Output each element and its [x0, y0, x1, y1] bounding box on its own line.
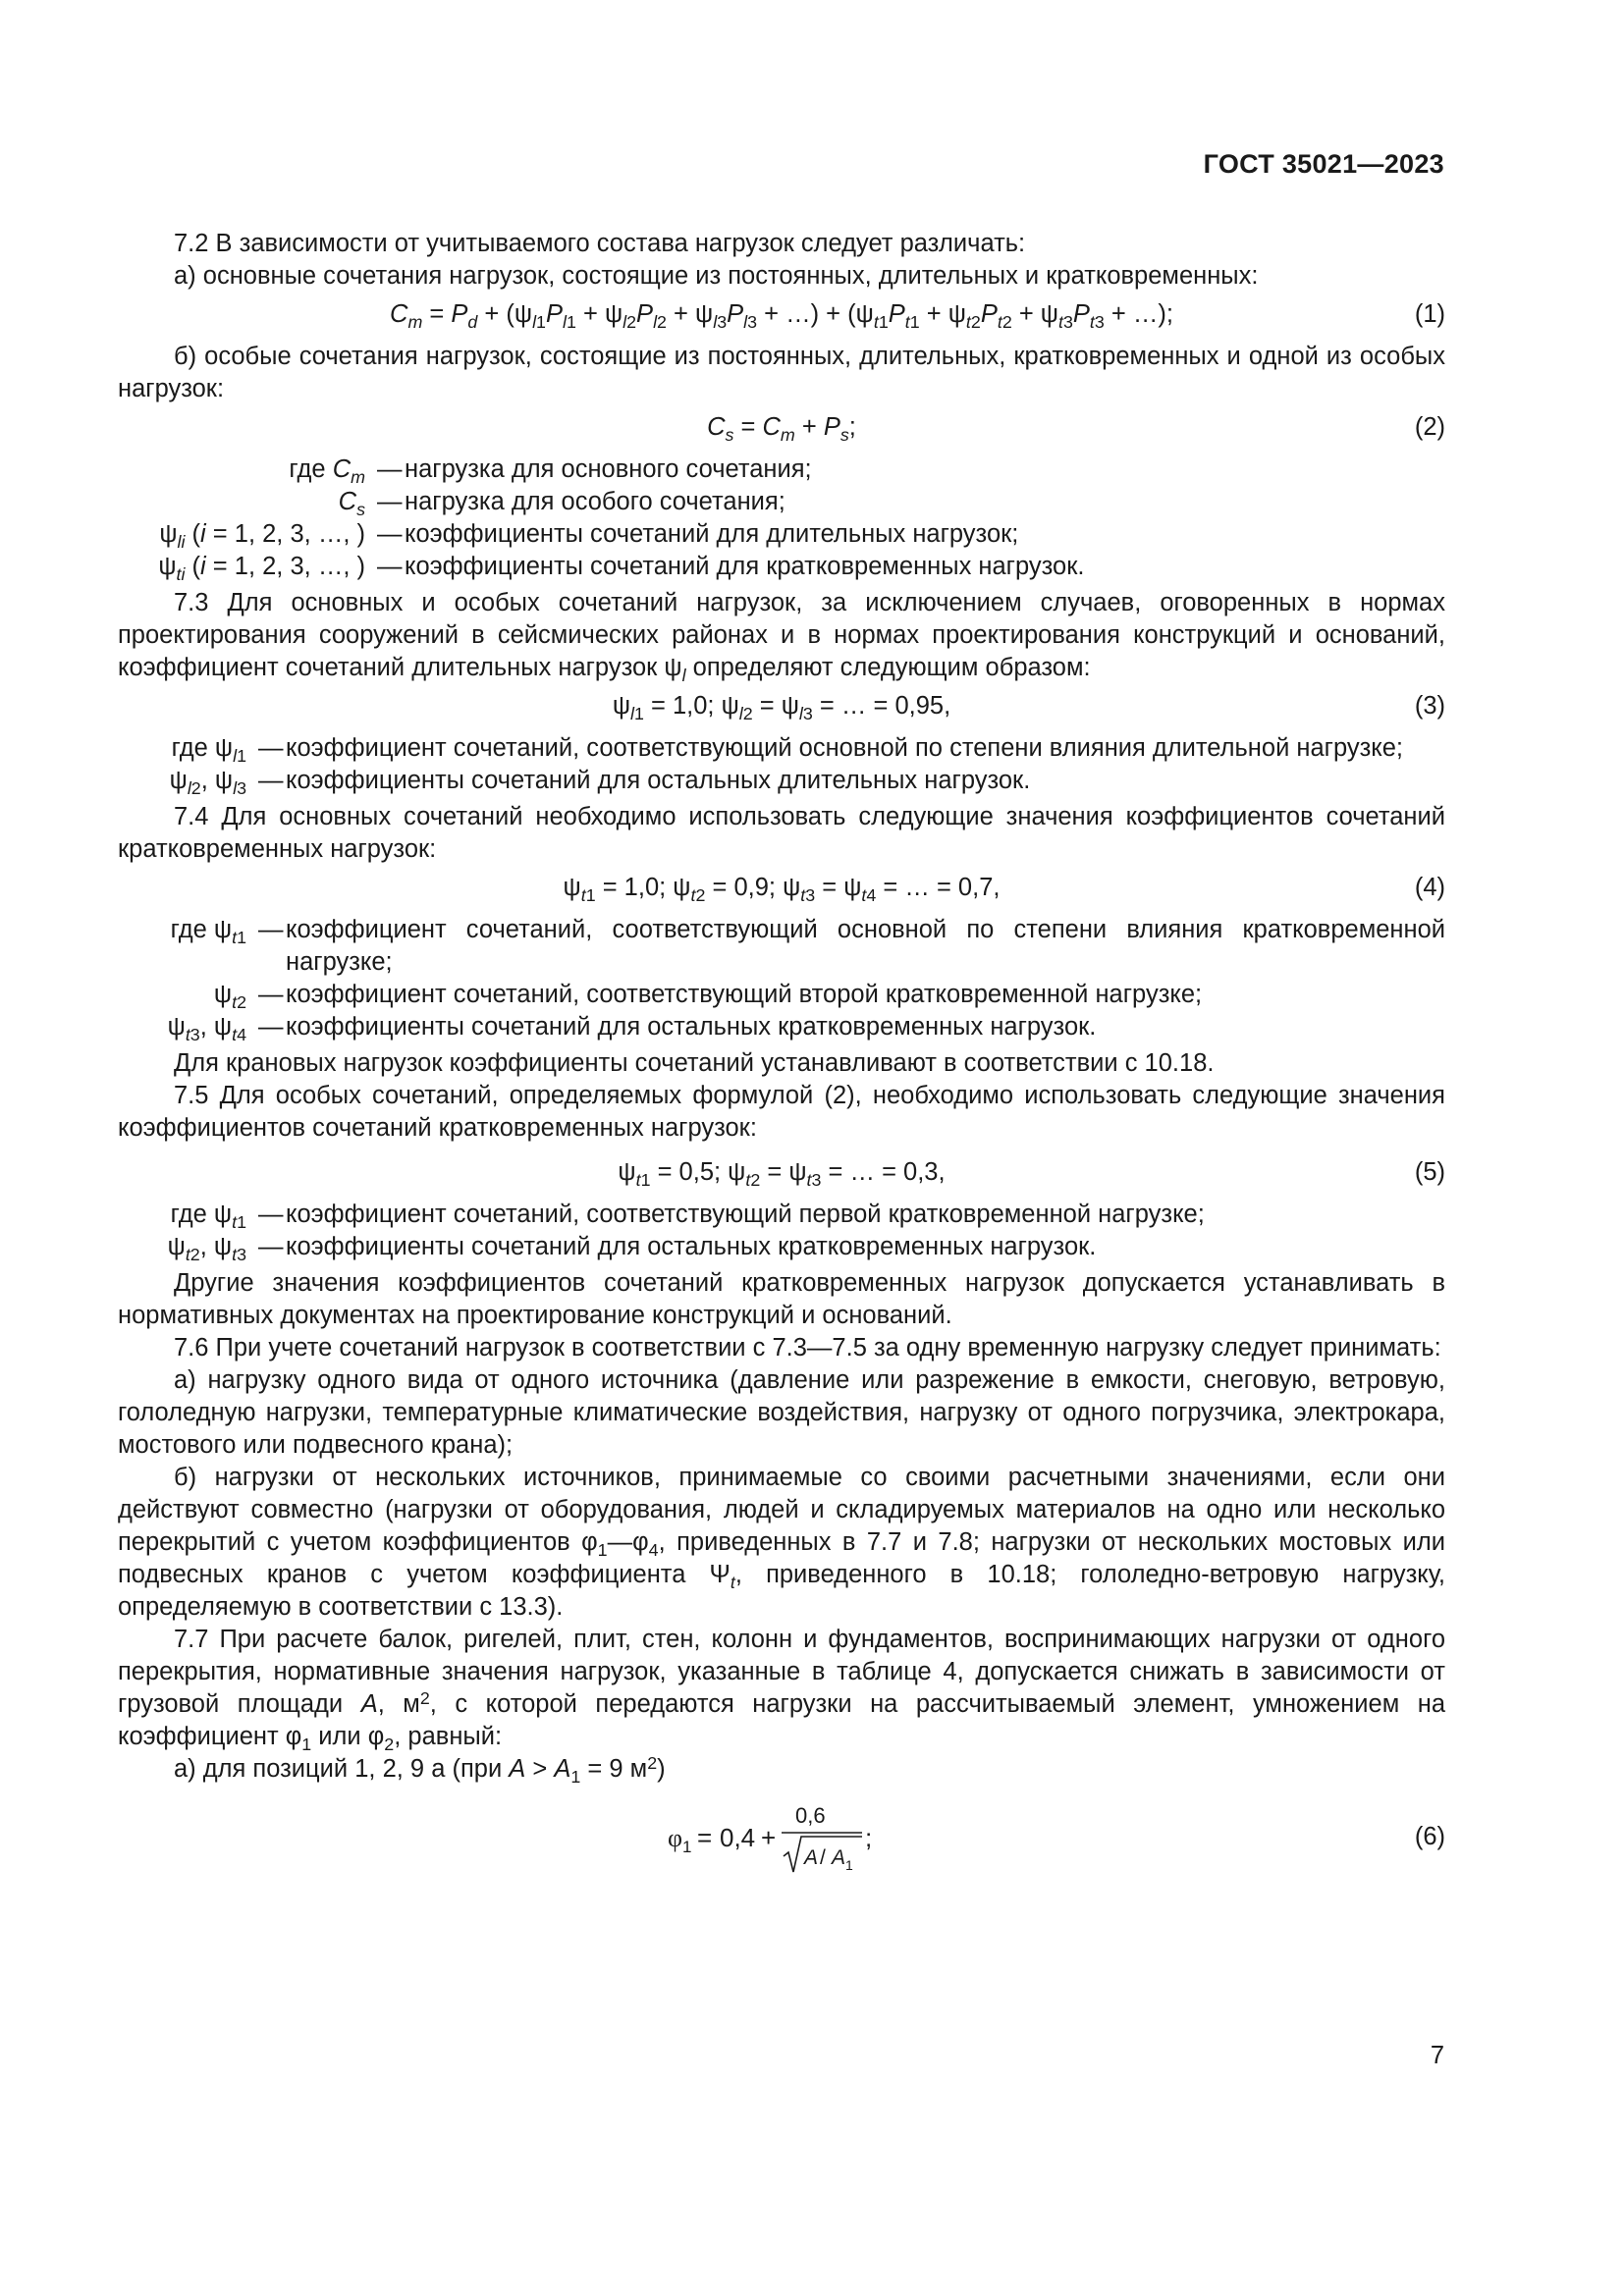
formula-4: $\psi_{t1} = 1,0$; $\psi_{t2} = 0,9$; $\psi_{t3} = \psi_{t4}$ = … = 0,7, (4): [563, 874, 1445, 906]
equals-sign: =: [697, 1823, 713, 1852]
definition-row: где $C_m$ — нагрузка для основного сочетания;: [118, 454, 1445, 486]
formula-2-number: (2): [1414, 413, 1445, 441]
definition-row: $\psi_{ti}$ (i = 1, 2, 3, …, ) — коэффициенты сочетаний для кратковременных нагрузок.: [118, 551, 1445, 583]
section-7-6-item-a: а) нагрузку одного вида от одного источника (давление или разрежение в емкости, снеговую, ветровую, гололедную нагрузки, температурные климатические воздействия, нагрузку от одного погрузчика, электрокара, мостового или подвесного крана);: [118, 1366, 1445, 1459]
definition-row: где $\psi_{l1}$ — коэффициент сочетаний, соответствующий основной по степени влияния длительной нагрузке;: [118, 732, 1445, 765]
document-code: ГОСТ 35021—2023: [1203, 149, 1444, 179]
formula-5-number: (5): [1414, 1158, 1445, 1186]
definitions-formula-1-2: [118, 454, 1445, 583]
denominator-a1-subscript: 1: [845, 1857, 853, 1873]
crane-note: Для крановых нагрузок коэффициенты сочетаний устанавливают в соответствии с 10.18.: [174, 1049, 1215, 1077]
formula-2: $C_s = C_m + P_s$; (2): [707, 413, 1445, 446]
definition-row: где $\psi_{t1}$ — коэффициент сочетаний, соответствующий основной по степени влияния кратковременной нагрузке;: [118, 914, 1445, 979]
formula-5: $\psi_{t1} = 0,5$; $\psi_{t2} = \psi_{t3}$ = … = 0,3, (5): [618, 1158, 1445, 1191]
definition-text: коэффициент сочетаний, соответствующий второй кратковременной нагрузке;: [286, 981, 1203, 1008]
definition-row: $\psi_{l2}$, $\psi_{l3}$ — коэффициенты сочетаний для остальных длительных нагрузок.: [118, 765, 1445, 797]
section-7-7: 7.7 При расчете балок, ригелей, плит, стен, колонн и фундаментов, воспринимающих нагрузки от одного перекрытия, нормативные значения нагрузок, указанные в таблице 4, допускается снижать в зависимости от грузовой площади A, $м^2$, с которой передаются нагрузки на рассчитываемый элемент, умножением на коэффициент $\varphi_1$ или $\varphi_2$, равный:: [118, 1626, 1445, 1755]
denominator-a: A: [804, 1846, 819, 1869]
definition-text: коэффициенты сочетаний для длительных нагрузок;: [405, 520, 1019, 548]
definition-text: нагрузка для особого сочетания;: [405, 488, 785, 515]
definition-row: $C_s$ — нагрузка для особого сочетания;: [118, 486, 1445, 518]
formula-6: [118, 1793, 1445, 1880]
formula-6-graphic: [668, 1793, 903, 1880]
formula-3-number: (3): [1414, 692, 1445, 720]
definition-text: коэффициенты сочетаний для остальных кратковременных нагрузок.: [286, 1233, 1097, 1260]
definition-row: $\psi_{li}$ (i = 1, 2, 3, …, ) — коэффициенты сочетаний для длительных нагрузок;: [118, 518, 1445, 551]
fraction-numerator: 0,6: [795, 1803, 826, 1828]
definition-row: $\psi_{t3}$, $\psi_{t4}$ — коэффициенты сочетаний для остальных кратковременных нагрузок.: [118, 1011, 1445, 1043]
document-body: [118, 228, 1445, 1880]
definition-text: коэффициенты сочетаний для остальных длительных нагрузок.: [286, 767, 1031, 794]
definition-row: где $\psi_{t1}$ — коэффициент сочетаний, соответствующий первой кратковременной нагрузке;: [118, 1199, 1445, 1231]
definition-row: $\psi_{t2}$, $\psi_{t3}$ — коэффициенты сочетаний для остальных кратковременных нагрузок.: [118, 1231, 1445, 1263]
definition-text: коэффициенты сочетаний для кратковременных нагрузок.: [405, 553, 1085, 580]
formula-1: $C_m = P_d + (\psi_{l1}P_{l1} + \psi_{l2}P_{l2} + \psi_{l3}P_{l3}$ + …) + ($\psi_{t1}P_{t1} + \psi_{t2}P_{t2} + \psi_{t3}P_{t3}$ + …); (1): [390, 300, 1445, 333]
formula-6-number: (6): [1414, 1823, 1445, 1850]
section-7-2-item-b: б) особые сочетания нагрузок, состоящие из постоянных, длительных, кратковременных и одной из особых нагрузок:: [118, 343, 1445, 402]
definition-row: $\psi_{t2}$ — коэффициент сочетаний, соответствующий второй кратковременной нагрузке;: [118, 979, 1445, 1011]
definitions-formula-5: [118, 1199, 1445, 1263]
definitions-formula-3: [118, 732, 1445, 797]
denominator-slash: /: [820, 1846, 826, 1869]
section-7-6-item-b: б) нагрузки от нескольких источников, принимаемые со своими расчетными значениями, если они действуют совместно (нагрузки от оборудования, людей и складируемых материалов на одно или несколько перекрытий с учетом коэффициентов $\varphi_1—\varphi_4$, приведенных в 7.7 и 7.8; нагрузки от нескольких мостовых или подвесных кранов с учетом коэффициента $\Psi_t$, приведенного в 10.18; гололедно-ветровую нагрузку, определяемую в соответствии с 13.3).: [118, 1464, 1446, 1621]
formula-4-number: (4): [1414, 874, 1445, 901]
definitions-formula-4: [118, 914, 1445, 1043]
denominator-a1: A: [832, 1846, 846, 1869]
page-number: 7: [1430, 2042, 1444, 2069]
formula-1-number: (1): [1414, 300, 1445, 328]
definition-text: коэффициент сочетаний, соответствующий первой кратковременной нагрузке;: [286, 1201, 1205, 1228]
other-values-note: Другие значения коэффициентов сочетаний кратковременных нагрузок допускается устанавливать в нормативных документах на проектирование конструкций и оснований.: [118, 1269, 1445, 1329]
phi1-subscript: 1: [682, 1838, 692, 1856]
section-7-5: 7.5 Для особых сочетаний, определяемых формулой (2), необходимо использовать следующие значения коэффициентов сочетаний кратковременных нагрузок:: [118, 1082, 1445, 1142]
formula-3: $\psi_{l1} = 1,0$; $\psi_{l2} = \psi_{l3}$ = … = 0,95, (3): [612, 692, 1445, 724]
constant-term: 0,4: [720, 1823, 756, 1852]
section-7-4: 7.4 Для основных сочетаний необходимо использовать следующие значения коэффициентов сочетаний кратковременных нагрузок:: [118, 803, 1445, 863]
definition-text: нагрузка для основного сочетания;: [405, 455, 812, 483]
plus-sign: +: [761, 1823, 777, 1852]
section-7-7-item-a: а) для позиций 1, 2, 9 а (при $A > A_1 = 9$ $м^2$): [174, 1752, 666, 1788]
section-7-2-item-a: а) основные сочетания нагрузок, состоящие из постоянных, длительных и кратковременных:: [174, 262, 1259, 290]
definition-text: коэффициент сочетаний, соответствующий основной по степени влияния длительной нагрузке;: [286, 734, 1404, 762]
semicolon: ;: [865, 1823, 873, 1852]
definition-text: коэффициент сочетаний, соответствующий основной по степени влияния кратковременной нагрузке;: [286, 916, 1445, 976]
section-7-2-intro: 7.2 В зависимости от учитываемого состава нагрузок следует различать:: [174, 230, 1026, 257]
definition-text: коэффициенты сочетаний для остальных кратковременных нагрузок.: [286, 1013, 1097, 1041]
phi1-symbol: φ: [668, 1824, 683, 1852]
section-7-6: 7.6 При учете сочетаний нагрузок в соответствии с 7.3—7.5 за одну временную нагрузку следует принимать:: [174, 1334, 1441, 1362]
section-7-3: 7.3 Для основных и особых сочетаний нагрузок, за исключением случаев, оговоренных в нормах проектирования сооружений в сейсмических районах и в нормах проектирования конструкций и оснований, коэффициент сочетаний длительных нагрузок $\psi_l$ определяют следующим образом:: [118, 589, 1445, 686]
